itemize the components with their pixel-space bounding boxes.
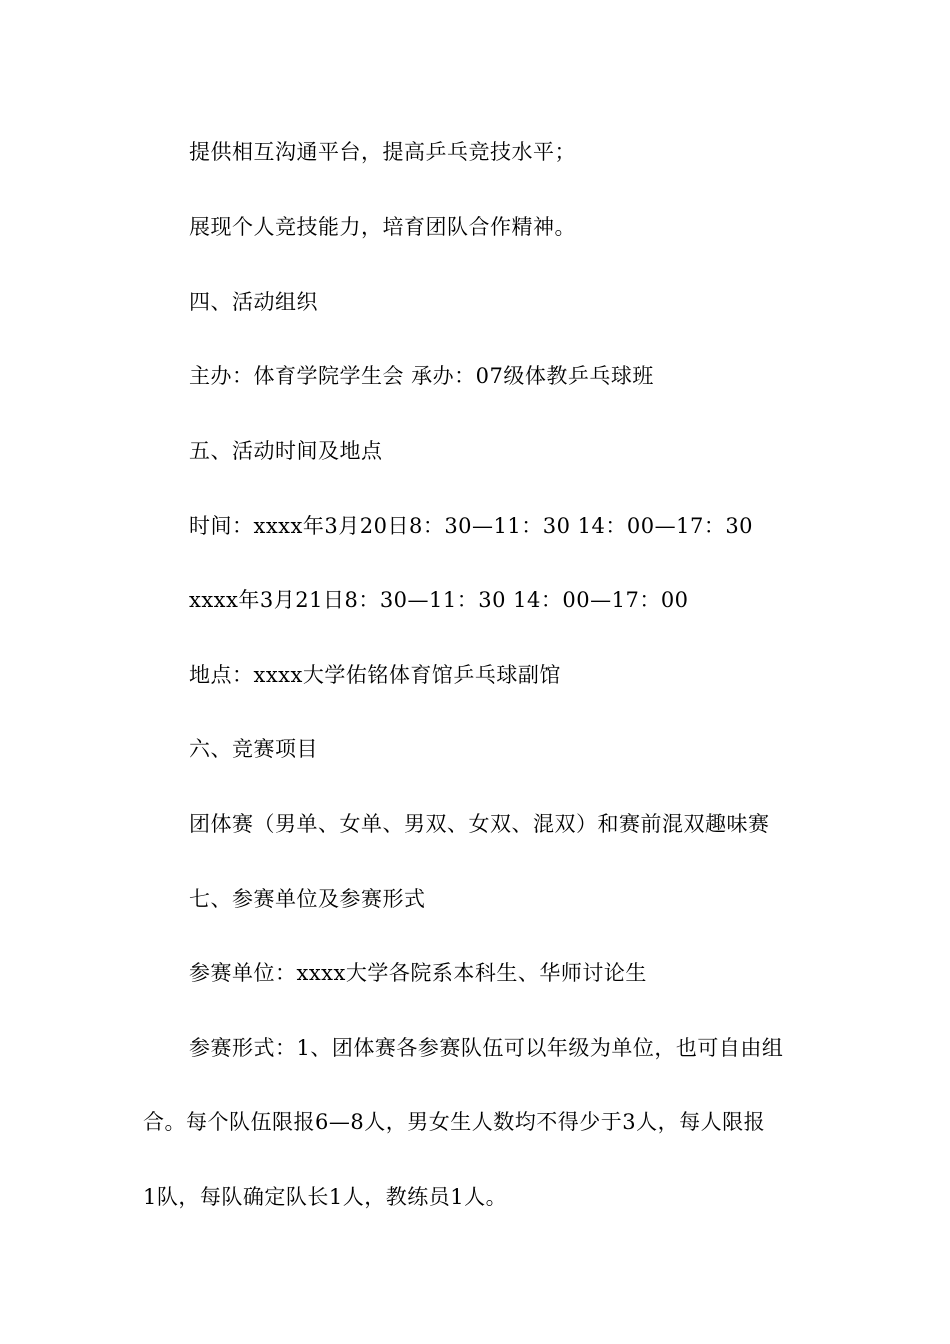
paragraph-line: 提供相互沟通平台，提高乒乓竞技水平； — [189, 140, 576, 164]
section-heading: 四、活动组织 — [189, 290, 318, 314]
paragraph-line: 1队，每队确定队长1人，教练员1人。 — [143, 1185, 508, 1209]
paragraph-line: xxxx年3月21日8：30—11：30 14：00—17：00 — [189, 588, 689, 612]
section-heading: 七、参赛单位及参赛形式 — [189, 887, 426, 911]
paragraph-line: 时间：xxxx年3月20日8：30—11：30 14：00—17：30 — [189, 514, 754, 538]
paragraph-line: 地点：xxxx大学佑铭体育馆乒乓球副馆 — [189, 663, 561, 687]
paragraph-line: 主办：体育学院学生会 承办：07级体教乒乓球班 — [189, 364, 654, 388]
paragraph-line: 参赛形式：1、团体赛各参赛队伍可以年级为单位，也可自由组 — [189, 1036, 784, 1060]
section-heading: 五、活动时间及地点 — [189, 439, 383, 463]
section-heading: 六、竞赛项目 — [189, 737, 318, 761]
paragraph-line: 合。每个队伍限报6—8人，男女生人数均不得少于3人，每人限报 — [143, 1110, 766, 1134]
paragraph-line: 团体赛（男单、女单、男双、女双、混双）和赛前混双趣味赛 — [189, 812, 770, 836]
paragraph-line: 参赛单位：xxxx大学各院系本科生、华师讨论生 — [189, 961, 647, 985]
paragraph-line: 展现个人竞技能力，培育团队合作精神。 — [189, 215, 576, 239]
